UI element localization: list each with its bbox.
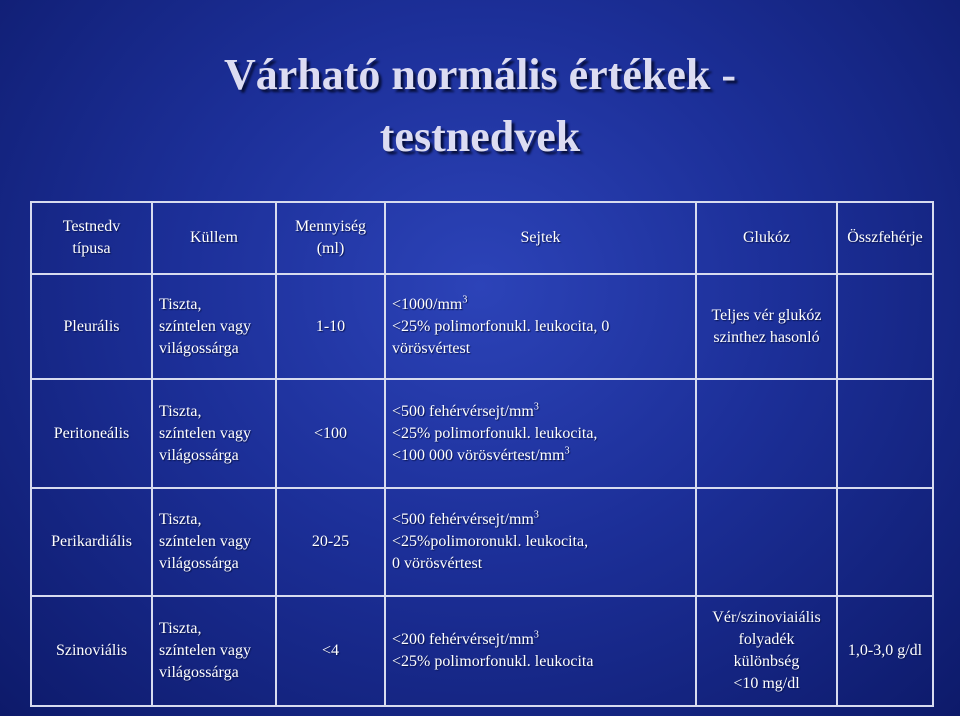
cell-glucose <box>696 596 837 706</box>
cell-line: világossárga <box>159 663 239 681</box>
cells-line: <25% polimorfonukl. leukocita, <box>392 424 598 442</box>
header-protein: Összfehérje <box>837 202 933 274</box>
header-amount: Mennyiség (ml) <box>276 202 385 274</box>
cells-line: vörösvértest <box>392 339 471 357</box>
table-row <box>31 274 933 380</box>
cell-amount: 20-25 <box>276 488 385 596</box>
cells-line: <500 fehérvérsejt/$mm^3$ <box>392 401 539 420</box>
cell-appearance <box>152 488 276 596</box>
cell-line: <10 mg/dl <box>733 674 800 692</box>
cell-type: Szinoviális <box>31 596 152 706</box>
cell-line: színtelen vagy <box>159 532 251 550</box>
cell-line: világossárga <box>159 339 239 357</box>
cell-protein <box>837 596 933 706</box>
cell-glucose <box>696 488 837 596</box>
cell-line: Tiszta, <box>159 402 202 420</box>
cell-type: Perikardiális <box>31 488 152 596</box>
cell-line: Tiszta, <box>159 510 202 528</box>
cells-line: 0 vörösvértest <box>392 554 483 572</box>
body-fluids-table <box>30 201 934 707</box>
cell-protein <box>837 274 933 380</box>
cells-line: <500 fehérvérsejt/$mm^3$ <box>392 509 539 528</box>
table-row <box>31 488 933 596</box>
cells-line: $<1000/mm^3$ <box>392 294 468 313</box>
page-title <box>0 44 960 168</box>
cell-cells <box>385 379 696 487</box>
cells-line: <25% polimorfonukl. leukocita, 0 <box>392 317 610 335</box>
cells-line: <25%polimoronukl. leukocita, <box>392 532 589 550</box>
cell-line: Teljes vér glukóz <box>711 306 822 324</box>
cell-line: Vér/szinoviaiális <box>712 608 821 626</box>
cell-appearance <box>152 379 276 487</box>
cell-cells <box>385 596 696 706</box>
cell-glucose <box>696 274 837 380</box>
cell-amount: <4 <box>276 596 385 706</box>
cell-line: 1,0-3,0 g/dl <box>847 641 923 659</box>
cells-line: <200 fehérvérsejt/$mm^3$ <box>392 629 539 648</box>
title-line-1: Várható normális értékek - <box>223 50 736 99</box>
cell-amount: <100 <box>276 379 385 487</box>
cell-cells <box>385 274 696 380</box>
table-header-row <box>31 202 933 274</box>
header-cells: Sejtek <box>385 202 696 274</box>
cell-glucose <box>696 379 837 487</box>
cell-line: szinthez hasonló <box>713 328 820 346</box>
header-type: Testnedv típusa <box>31 202 152 274</box>
cell-appearance <box>152 274 276 380</box>
title-line-2: testnedvek <box>379 112 581 161</box>
cell-line: színtelen vagy <box>159 317 251 335</box>
cell-type: Peritoneális <box>31 379 152 487</box>
cell-amount: 1-10 <box>276 274 385 380</box>
table-row <box>31 596 933 706</box>
cell-protein <box>837 488 933 596</box>
table-row <box>31 379 933 487</box>
cell-cells <box>385 488 696 596</box>
table-body <box>31 274 933 706</box>
header-appearance: Küllem <box>152 202 276 274</box>
cell-line: világossárga <box>159 554 239 572</box>
cell-line: világossárga <box>159 446 239 464</box>
cell-line: Tiszta, <box>159 619 202 637</box>
cell-line: Tiszta, <box>159 295 202 313</box>
cell-line: folyadék <box>738 630 795 648</box>
cell-line: különbség <box>733 652 800 670</box>
cell-appearance <box>152 596 276 706</box>
header-glucose: Glukóz <box>696 202 837 274</box>
cell-line: színtelen vagy <box>159 424 251 442</box>
cell-protein <box>837 379 933 487</box>
cell-type: Pleurális <box>31 274 152 380</box>
cell-line: színtelen vagy <box>159 641 251 659</box>
cells-line: <25% polimorfonukl. leukocita <box>392 652 594 670</box>
cells-line: <100 000 vörösvértest/$mm^3$ <box>392 445 570 464</box>
